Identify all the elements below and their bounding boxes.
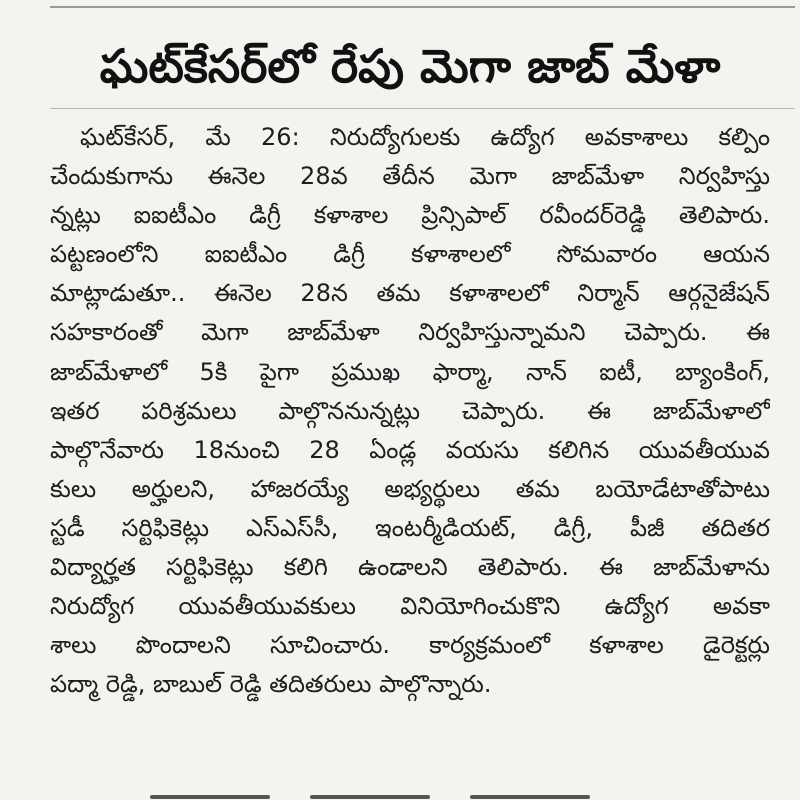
body-line: చేందుకుగాను ఈనెల 28వ తేదీన మెగా జాబ్‌మేళా నిర్వహిస్తు [50, 162, 770, 191]
body-line: ఘట్‌కేసర్‌, మే 26: నిరుద్యోగులకు ఉద్యోగ అవకాశాలు కల్పిం [80, 123, 770, 151]
body-line: పద్మా రెడ్డి, బాబుల్‌ రెడ్డి తదితరులు పాల్గొన్నారు. [50, 670, 492, 699]
body-line: మాట్లాడుతూ.. ఈనెల 28న తమ కళాశాలలో నిర్మాన్‌ ఆర్గనైజేషన్‌ [50, 279, 770, 308]
body-line: ఇతర పరిశ్రమలు పాల్గొననున్నట్లు చెప్పారు. ఈ జాబ్‌మేళాలో [50, 396, 770, 425]
body-line: కులు అర్హులని, హాజరయ్యే అభ్యర్థులు తమ బయోడేటాతోపాటు [50, 474, 770, 503]
body-line: పాల్గొనేవారు 18నుంచి 28 ఏండ్ల వయసు కలిగిన యువతీయువ [50, 435, 770, 464]
body-line: న్నట్లు ఐఐటీఎం డిగ్రీ కళాశాల ప్రిన్సిపాల్‌ రవీందర్‌రెడ్డి తెలిపారు. [50, 201, 770, 230]
body-line: పట్టణంలోని ఐఐటీఎం డిగ్రీ కళాశాలలో సోమవారం ఆయన [50, 240, 770, 269]
body-line: స్టడీ సర్టిఫికెట్లు ఎస్‌ఎస్‌సీ, ఇంటర్మీడియట్‌, డిగ్రీ, పీజీ తదితర [50, 513, 770, 542]
headline-divider [50, 108, 795, 109]
top-divider [50, 6, 795, 8]
body-line: జాబ్‌మేళాలో 5కి పైగా ప్రముఖ ఫార్మా, నాన్‌ ఐటీ, బ్యాంకింగ్‌, [50, 357, 770, 386]
body-line: విద్యార్హత సర్టిఫికెట్లు కలిగి ఉండాలని తెలిపారు. ఈ జాబ్‌మేళాను [50, 553, 770, 582]
body-line: నిరుద్యోగ యువతీయువకులు వినియోగించుకొని ఉద్యోగ అవకా [50, 592, 770, 621]
cropped-next-line [150, 785, 710, 800]
body-line: శాలు పొందాలని సూచించారు. కార్యక్రమంలో కళాశాల డైరెక్టర్లు [50, 631, 770, 660]
body-line: సహకారంతో మెగా జాబ్‌మేళా నిర్వహిస్తున్నామని చెప్పారు. ఈ [50, 318, 770, 347]
article-body [50, 118, 770, 704]
headline: ఘట్‌కేసర్‌లో రేపు మెగా జాబ్‌ మేళా [99, 39, 721, 93]
